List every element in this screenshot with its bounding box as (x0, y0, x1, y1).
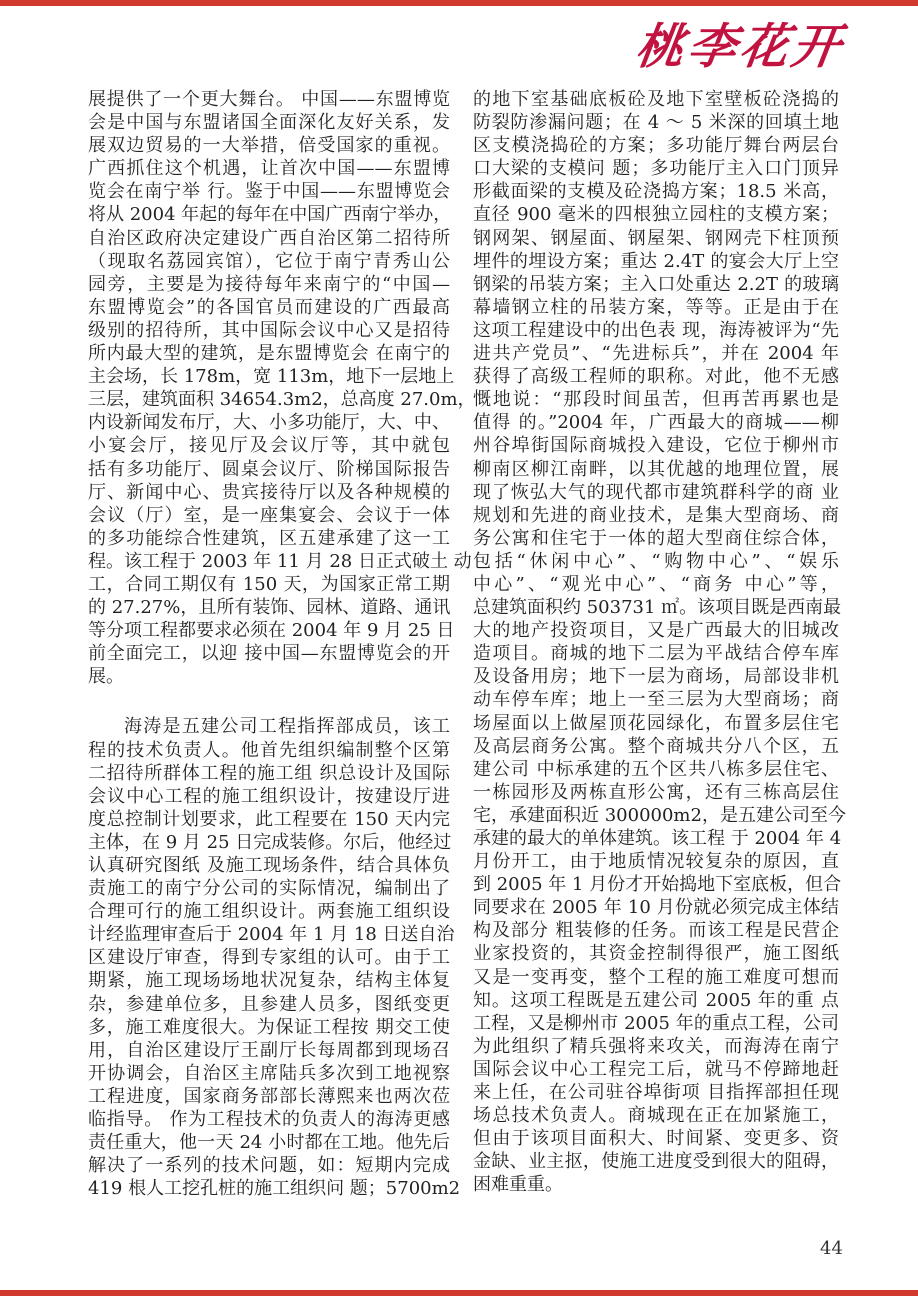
text-line: （现取名荔园宾馆），它位于南宁青秀山公 (88, 250, 450, 272)
text-line: 工程，又是柳州市 2005 年的重点工程，公司 (473, 1012, 839, 1034)
text-line: 厅、新闻中心、贵宾接待厅以及各种规模的 (88, 481, 450, 503)
text-line: 业家投资的，其资金控制得很严，施工图纸 (473, 943, 839, 965)
text-line: 三层，建筑面积 34654.3m2，总高度 27.0m， (88, 389, 476, 411)
text-line: 程。该工程于 2003 年 11 月 28 日正式破土 动 (88, 550, 472, 572)
text-line: 会议中心工程的施工组织设计，按建设厅进 (88, 785, 450, 807)
text-line: 二招待所群体工程的施工组 织总设计及国际 (88, 762, 450, 784)
text-line: 419 根人工挖孔桩的施工组织问 题；5700m2 (88, 1178, 461, 1200)
text-line: 钢梁的吊装方案；主入口处重达 2.2T 的玻璃 (473, 273, 839, 295)
text-line: 计经监理审查后于 2004 年 1 月 18 日送自治 (88, 924, 455, 946)
text-line: 造项目。商城的地下二层为平战结合停车库 (473, 643, 839, 665)
text-line: 前全面完工，以迎 接中国—东盟博览会的开 (88, 643, 450, 665)
text-line: 级别的招待所，其中国际会议中心又是招待 (88, 319, 450, 341)
text-line: 度总控制计划要求，此工程要在 150 天内完 (88, 808, 450, 830)
text-line: 承建的最大的单体建筑。该工程 于 2004 年 4 (473, 828, 842, 849)
text-line: 月份开工，由于地质情况较复杂的原因，直 (473, 851, 839, 873)
bottom-red-rule (0, 1290, 918, 1296)
text-line: 这项工程建设中的出色表 现，海涛被评为“先 (473, 319, 839, 341)
text-line: 主会场，长 178m，宽 113m，地下一层地上 (88, 366, 455, 388)
text-line: 主体，在 9 月 25 日完成装修。尔后，他经过 (88, 831, 452, 853)
text-line: 责任重大，他一天 24 小时都在工地。他先后 (88, 1132, 450, 1154)
text-line: 合理可行的施工组织设计。两套施工组织设 (88, 901, 450, 923)
text-line: 金缺、业主抠，使施工进度受到很大的阻碍， (473, 1151, 839, 1173)
text-line: 州谷埠街国际商城投入建设，它位于柳州市 (473, 435, 839, 457)
left-text-column (88, 88, 476, 1200)
text-line: 一栋园形及两栋直形公寓，还有三栋高层住 (473, 781, 839, 803)
text-line: 展。 (88, 666, 124, 688)
top-red-rule (0, 0, 918, 6)
text-line: 区支模浇捣砼的方案；多功能厅舞台两层台 (473, 135, 839, 157)
text-line: 钢网架、钢屋面、钢屋架、钢网壳下柱顶预 (473, 227, 839, 249)
text-line: 构及部分 粗装修的任务。而该工程是民营企 (473, 920, 839, 942)
text-line: 解决了一系列的技术问题，如：短期内完成 (88, 1155, 450, 1177)
text-line: 多，施工难度很大。为保证工程按 期交工使 (88, 1016, 450, 1038)
text-line: 认真研究图纸 及施工现场条件，结合具体负 (88, 855, 450, 876)
text-line: 工，合同工期仅有 150 天，为国家正常工期 (88, 573, 450, 595)
text-line: 务公寓和住宅于一体的超大型商住综合体， (473, 527, 839, 549)
text-line: 场屋面以上做屋顶花园绿化，布置多层住宅 (473, 712, 839, 734)
paragraph-gap (88, 688, 450, 715)
text-line: 园旁，主要是为接待每年来南宁的“中国— (88, 273, 450, 295)
text-line: 展双边贸易的一大举措，倍受国家的重视。 (88, 135, 450, 157)
text-line: 会是中国与东盟诸国全面深化友好关系，发 (88, 112, 450, 134)
text-line: 大的地产投资项目，又是广西最大的旧城改 (473, 620, 839, 642)
text-line: 海涛是五建公司工程指挥部成员，该工 (124, 716, 450, 738)
text-line: 工程进度，国家商务部部长薄熙来也两次莅 (88, 1085, 450, 1107)
text-line: 柳南区柳江南畔，以其优越的地理位置，展 (473, 458, 839, 480)
paragraph (473, 88, 846, 1197)
right-text-column (473, 88, 846, 1197)
text-line: 幕墙钢立柱的吊装方案，等等。正是由于在 (473, 296, 839, 318)
text-line: 区建设厅审查，得到专家组的认可。由于工 (88, 947, 450, 969)
text-line: 将从 2004 年起的每年在中国广西南宁举办， (88, 204, 452, 226)
text-line: 临指导。 作为工程技术的负责人的海涛更感 (88, 1109, 450, 1131)
text-line: 为此组织了精兵强将来攻关，而海涛在南宁 (473, 1035, 839, 1057)
text-line: 到 2005 年 1 月份才开始捣地下室底板，但合 (473, 874, 842, 896)
text-line: 进共产党员”、“先进标兵”，并在 2004 年 (473, 343, 839, 365)
text-line: 场总技术负责人。商城现在正在加紧施工， (473, 1105, 839, 1127)
text-line: 口大梁的支模问 题；多功能厅主入口门顶异 (473, 158, 839, 180)
text-line: 直径 900 毫米的四根独立园柱的支模方案； (473, 204, 839, 226)
text-line: 但由于该项目面积大、时间紧、变更多、资 (473, 1128, 839, 1150)
text-line: 展提供了一个更大舞台。 中国——东盟博览 (88, 89, 450, 110)
text-line: 小宴会厅，接见厅及会议厅等，其中就包 (88, 435, 450, 457)
text-line: 现了恢弘大气的现代都市建筑群科学的商 业 (473, 481, 839, 503)
text-line: 及高层商务公寓。整个商城共分八个区，五 (473, 735, 839, 757)
text-line: 所内最大型的建筑，是东盟博览会 在南宁的 (88, 343, 450, 365)
paragraph (88, 715, 461, 1200)
text-line: 开协调会，自治区主席陆兵多次到工地视察 (88, 1062, 450, 1084)
text-line: 程的技术负责人。他首先组织编制整个区第 (88, 739, 450, 761)
text-line: 览会在南宁举 行。鉴于中国——东盟博览会 (88, 181, 450, 203)
text-line: 总建筑面积约 503731 ㎡。该项目既是西南最 (473, 597, 842, 619)
text-line: 中心”、“观光中心”、“商务 中心”等， (473, 573, 839, 595)
text-line: 责施工的南宁分公司的实际情况，编制出了 (88, 878, 450, 900)
text-line: 防裂防渗漏问题；在 4 ～ 5 米深的回填土地 (473, 112, 839, 134)
paragraph (88, 88, 476, 688)
text-line: 形截面梁的支模及砼浇捣方案；18.5 米高， (473, 181, 839, 203)
text-line: 的地下室基础底板砼及地下室壁板砼浇捣的 (473, 89, 839, 110)
text-line: 宅，承建面积近 300000m2，是五建公司至今 (473, 804, 846, 826)
text-line: 动车停车库；地上一至三层为大型商场；商 (473, 689, 839, 711)
text-line: 又是一变再变，整个工程的施工难度可想而 (473, 966, 839, 988)
text-line: 同要求在 2005 年 10 月份就必须完成主体结 (473, 897, 839, 919)
text-line: 等分项工程都要求必须在 2004 年 9 月 25 日 (88, 620, 455, 642)
text-line: 会议（厅）室，是一座集宴会、会议于一体 (88, 504, 450, 526)
text-line: 包括“休闲中心”、“购物中心”、“娱乐 (473, 550, 839, 572)
text-line: 括有多功能厅、圆桌会议厅、阶梯国际报告 (88, 458, 450, 480)
text-line: 规划和先进的商业技术，是集大型商场、商 (473, 504, 839, 526)
text-line: 知。这项工程既是五建公司 2005 年的重 点 (473, 989, 839, 1011)
text-line: 埋件的埋设方案；重达 2.4T 的宴会大厅上空 (473, 250, 839, 272)
text-line: 东盟博览会”的各国官员而建设的广西最高 (88, 296, 450, 318)
text-line: 慨地说：“那段时间虽苦，但再苦再累也是 (473, 389, 839, 411)
text-line: 内设新闻发布厅，大、小多功能厅，大、中、 (88, 412, 450, 434)
text-line: 的 27.27%，且所有装饰、园林、道路、通讯 (88, 597, 451, 619)
text-line: 的多功能综合性建筑，区五建承建了这一工 (88, 527, 450, 549)
page-number: 44 (820, 1238, 843, 1259)
text-line: 自治区政府决定建设广西自治区第二招待所 (88, 227, 450, 249)
text-line: 广西抓住这个机遇，让首次中国——东盟博 (88, 158, 450, 180)
text-line: 值得 的。”2004 年，广西最大的商城——柳 (473, 412, 839, 434)
text-line: 用，自治区建设厅王副厅长每周都到现场召 (88, 1039, 450, 1061)
masthead-title: 桃李花开 (632, 19, 848, 75)
text-line: 困难重重。 (473, 1174, 563, 1196)
text-line: 国际会议中心工程完工后，就马不停蹄地赶 (473, 1058, 839, 1080)
text-line: 期紧，施工现场场地状况复杂，结构主体复 (88, 970, 450, 992)
text-line: 获得了高级工程师的职称。对此，他不无感 (473, 366, 839, 388)
text-line: 建公司 中标承建的五个区共八栋多层住宅、 (473, 758, 839, 780)
text-line: 及设备用房；地下一层为商场，局部设非机 (473, 666, 839, 688)
text-line: 来上任，在公司驻谷埠街项 目指挥部担任现 (473, 1082, 839, 1104)
text-line: 杂，参建单位多，且参建人员多，图纸变更 (88, 993, 450, 1015)
